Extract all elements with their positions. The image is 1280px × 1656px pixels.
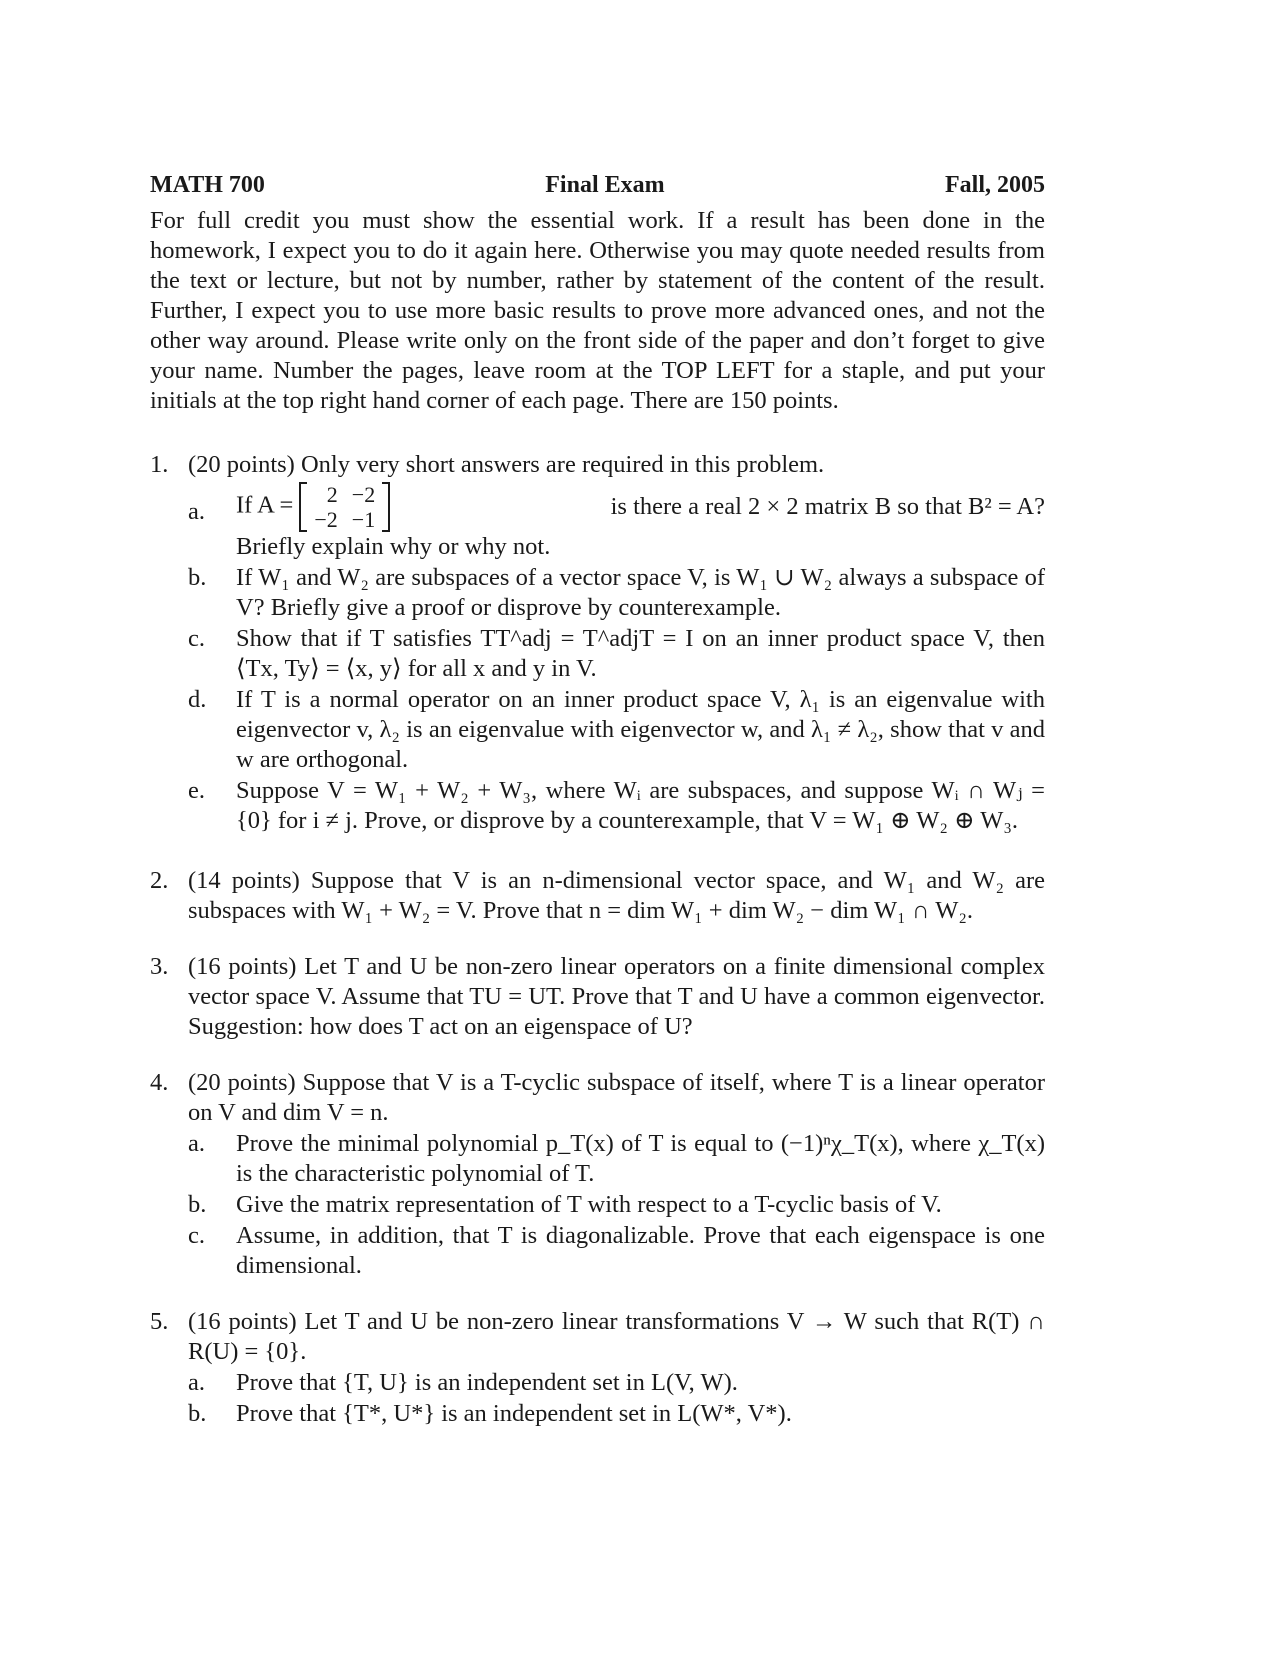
matrix-cell: 2	[326, 482, 338, 507]
part-text: Prove the minimal polynomial p_T(x) of T is equal to (−1)ⁿχ_T(x), where χ_T(x) is the characteristic polynomial of T.	[236, 1130, 1045, 1187]
matrix-cell: −2	[314, 507, 338, 532]
matrix-a	[299, 482, 390, 532]
part-label: a.	[188, 1130, 205, 1157]
problem-points: (14 points)	[188, 867, 300, 894]
part-text: If T is a normal operator on an inner product space V, λ₁ is an eigenvalue with eigenvector v, λ₂ is an eigenvalue with eigenvector w, and λ₁ ≠ λ₂, show that v and w are orthogonal.	[236, 686, 1045, 773]
part-label: e.	[188, 777, 205, 804]
problem-number: 1.	[150, 451, 169, 478]
part-text: Prove that {T, U} is an independent set in L(V, W).	[236, 1369, 738, 1396]
problem-text: Let T and U be non-zero linear operators on a finite dimensional complex vector space V. Assume that TU = UT. Prove that T and U have a common eigenvector. Suggestion: how does T act on an eigenspace of U?	[188, 953, 1046, 1040]
part-label: b.	[188, 1191, 207, 1218]
problem-statement	[188, 450, 1045, 480]
part-label: b.	[188, 564, 207, 591]
part-label: d.	[188, 686, 207, 713]
exam-header	[150, 170, 1045, 200]
problem-text: Suppose that V is a T-cyclic subspace of itself, where T is a linear operator on V and dim V = n.	[188, 1069, 1046, 1126]
part-1a-pre: If A = 2 −2 −2 −1	[236, 482, 396, 532]
instructions-paragraph: For full credit you must show the essential work. If a result has been done in the homework, I expect you to do it again here. Otherwise you may quote needed results from the text or lecture, but not by number, rather by statement of the content of the result. Further, I expect you to use more basic results to prove more advanced ones, and not the other way around. Please write only on the front side of the paper and don’t forget to give your name. Number the pages, leave room at the TOP LEFT for a staple, and put your initials at the top right hand corner of each page. There are 150 points.	[150, 207, 1045, 414]
part-label: b.	[188, 1400, 207, 1427]
part-text: Assume, in addition, that T is diagonalizable. Prove that each eigenspace is one dimensional.	[236, 1222, 1045, 1279]
part-1e	[188, 776, 1045, 836]
part-1d	[188, 685, 1045, 775]
problem-number: 4.	[150, 1069, 169, 1096]
problem-points: (16 points)	[188, 953, 297, 980]
problem-statement	[188, 1068, 1045, 1128]
problem-text: Suppose that V is an n-dimensional vector space, and W₁ and W₂ are subspaces with W₁ + W₂ = V. Prove that n = dim W₁ + dim W₂ − dim W₁ ∩ W₂.	[188, 867, 1046, 924]
part-1a	[188, 482, 1045, 562]
problem-text: Let T and U be non-zero linear transformations V → W such that R(T) ∩ R(U) = {0}.	[188, 1308, 1045, 1365]
problem-5	[150, 1307, 1045, 1429]
part-1a-question: is there a real 2 × 2 matrix B so that B² = A?	[610, 493, 1045, 520]
part-5b	[188, 1399, 1045, 1429]
part-text: Show that if T satisfies TT^adj = T^adjT = I on an inner product space V, then ⟨Tx, Ty⟩ = ⟨x, y⟩ for all x and y in V.	[236, 625, 1045, 682]
problem-1	[150, 450, 1045, 836]
part-label: c.	[188, 1222, 205, 1249]
part-4c	[188, 1221, 1045, 1281]
matrix-cell: −2	[351, 482, 376, 507]
exam-page	[150, 170, 1045, 1429]
part-4a	[188, 1129, 1045, 1189]
problem-number: 3.	[150, 953, 169, 980]
part-1b	[188, 563, 1045, 623]
part-text: Prove that {T*, U*} is an independent set in L(W*, V*).	[236, 1400, 792, 1427]
course-code: MATH 700	[150, 172, 265, 198]
part-1c	[188, 624, 1045, 684]
part-label: c.	[188, 625, 205, 652]
part-1a-line	[236, 482, 1045, 532]
problem-text: Only very short answers are required in this problem.	[300, 451, 825, 478]
part-5a	[188, 1368, 1045, 1398]
problem-points: (20 points)	[188, 1069, 296, 1096]
problem-points: (20 points)	[188, 451, 295, 478]
exam-title: Final Exam	[545, 172, 665, 198]
problem-points: (16 points)	[188, 1308, 297, 1335]
problem-number: 2.	[150, 867, 169, 894]
exam-term: Fall, 2005	[944, 172, 1045, 198]
problem-3	[150, 952, 1045, 1042]
problem-2	[150, 866, 1045, 926]
matrix-cell: −1	[351, 507, 376, 532]
part-label: a.	[188, 498, 205, 525]
part-label: a.	[188, 1369, 205, 1396]
part-text: Give the matrix representation of T with respect to a T-cyclic basis of V.	[236, 1191, 942, 1218]
part-1a-continuation: Briefly explain why or why not.	[236, 533, 551, 560]
problem-number: 5.	[150, 1308, 169, 1335]
part-text: If W₁ and W₂ are subspaces of a vector space V, is W₁ ∪ W₂ always a subspace of V? Briefly give a proof or disprove by counterexample.	[236, 564, 1045, 621]
part-text: Suppose V = W₁ + W₂ + W₃, where Wᵢ are subspaces, and suppose Wᵢ ∩ Wⱼ = {0} for i ≠ j. Prove, or disprove by a counterexample, that V = W₁ ⊕ W₂ ⊕ W₃.	[236, 777, 1045, 834]
part-4b	[188, 1190, 1045, 1220]
problem-statement	[188, 1307, 1045, 1367]
problem-4	[150, 1068, 1045, 1281]
